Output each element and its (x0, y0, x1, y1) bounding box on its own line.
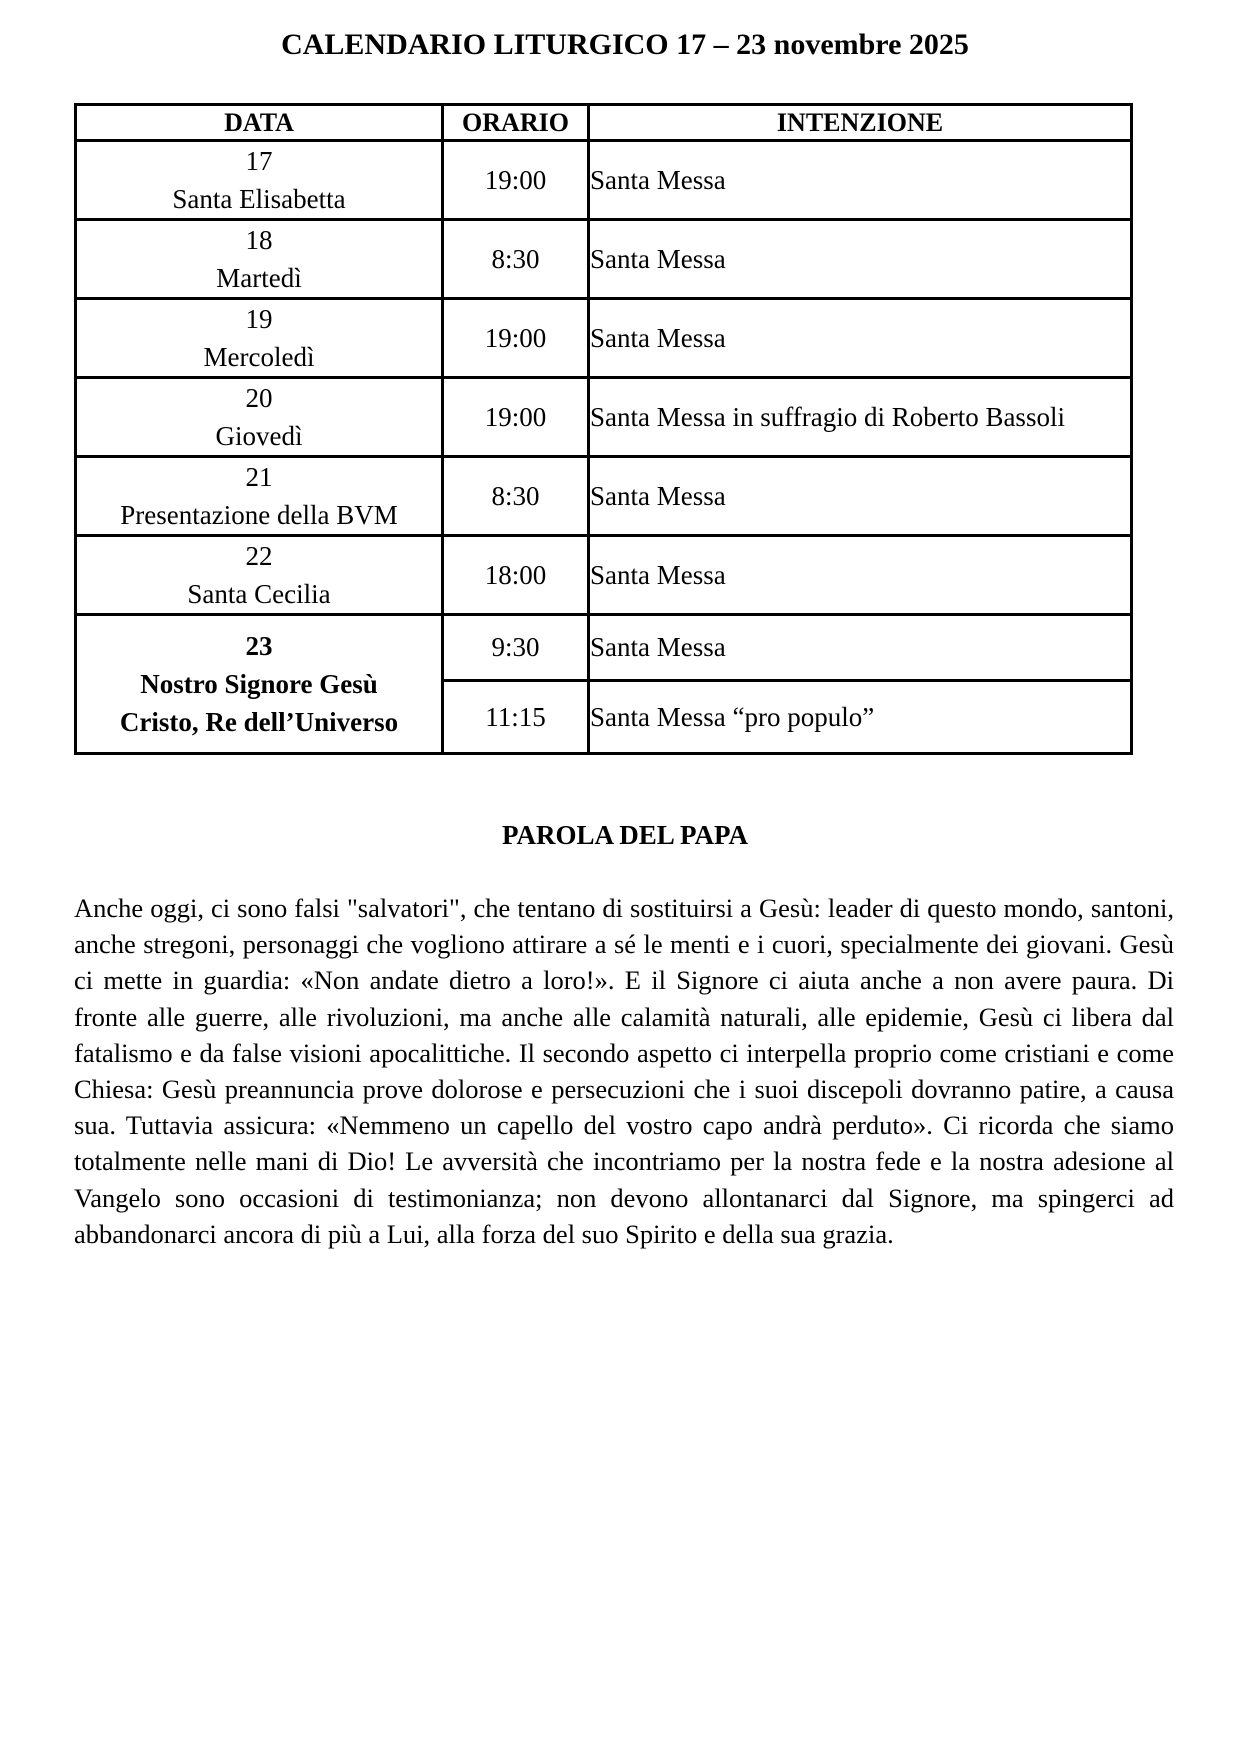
table-row (76, 141, 1132, 220)
day-number: 20 (245, 383, 273, 413)
day-number: 22 (245, 541, 273, 571)
time-cell: 9:30 (443, 615, 589, 681)
table-row (76, 299, 1132, 378)
table-row (76, 220, 1132, 299)
table-row (76, 457, 1132, 536)
solemnity-date-cell (76, 615, 443, 754)
day-name: Mercoledì (203, 342, 315, 372)
table-row (76, 536, 1132, 615)
column-header-intenzione: INTENZIONE (589, 105, 1132, 141)
day-name: Santa Elisabetta (172, 184, 346, 214)
intention-cell: Santa Messa (589, 141, 1132, 220)
liturgical-calendar-table (74, 103, 1133, 755)
intention-cell: Santa Messa (589, 536, 1132, 615)
table-header-row (76, 105, 1132, 141)
column-header-data: DATA (76, 105, 443, 141)
intention-cell: Santa Messa “pro populo” (589, 681, 1132, 754)
time-cell: 8:30 (443, 457, 589, 536)
day-number: 23 (245, 631, 273, 661)
day-name: Santa Cecilia (187, 579, 331, 609)
day-number: 18 (245, 225, 273, 255)
time-cell: 19:00 (443, 299, 589, 378)
day-name: Presentazione della BVM (120, 500, 398, 530)
time-cell: 8:30 (443, 220, 589, 299)
date-cell (76, 378, 443, 457)
intention-cell: Santa Messa (589, 615, 1132, 681)
solemnity-name-line-2: Cristo, Re dell’Universo (119, 707, 399, 737)
column-header-orario: ORARIO (443, 105, 589, 141)
page-title: CALENDARIO LITURGICO 17 – 23 novembre 2025 (281, 28, 969, 61)
table-row (76, 378, 1132, 457)
solemnity-name-line-1: Nostro Signore Gesù (140, 669, 378, 699)
date-cell (76, 220, 443, 299)
section-heading: PAROLA DEL PAPA (501, 820, 748, 850)
day-number: 17 (245, 146, 273, 176)
day-name: Martedì (216, 263, 302, 293)
date-cell (76, 141, 443, 220)
intention-cell: Santa Messa (589, 299, 1132, 378)
date-cell (76, 536, 443, 615)
day-number: 21 (245, 462, 273, 492)
time-cell: 11:15 (443, 681, 589, 754)
intention-cell: Santa Messa (589, 457, 1132, 536)
time-cell: 18:00 (443, 536, 589, 615)
date-cell (76, 299, 443, 378)
intention-cell: Santa Messa (589, 220, 1132, 299)
time-cell: 19:00 (443, 378, 589, 457)
pope-quote-paragraph: Anche oggi, ci sono falsi "salvatori", che tentano di sostituirsi a Gesù: leader di questo mondo, santoni, anche stregoni, personaggi che vogliono attirare a sé le menti e i cuori, specialmente dei giovani. Gesù ci mette in guardia: «Non andate dietro a loro!». E il Signore ci aiuta anche a non avere paura. Di fronte alle guerre, alle rivoluzioni, ma anche alle calamità naturali, alle epidemie, Gesù ci libera dal fatalismo e da false visioni apocalittiche. Il secondo aspetto ci interpella proprio come cristiani e come Chiesa: Gesù preannuncia prove dolorose e persecuzioni che i suoi discepoli dovranno patire, a causa sua. Tuttavia assicura: «Nemmeno un capello del vostro capo andrà perduto». Ci ricorda che siamo totalmente nelle mani di Dio! Le avversità che incontriamo per la nostra fede e la nostra adesione al Vangelo sono occasioni di testimonianza; non devono allontanarci dal Signore, ma spingerci ad abbandonarci ancora di più a Lui, alla forza del suo Spirito e della sua grazia. (74, 893, 1174, 1249)
day-name: Giovedì (215, 421, 303, 451)
table-row (76, 615, 1132, 681)
date-cell (76, 457, 443, 536)
intention-cell: Santa Messa in suffragio di Roberto Bassoli (589, 378, 1132, 457)
day-number: 19 (245, 304, 273, 334)
time-cell: 19:00 (443, 141, 589, 220)
